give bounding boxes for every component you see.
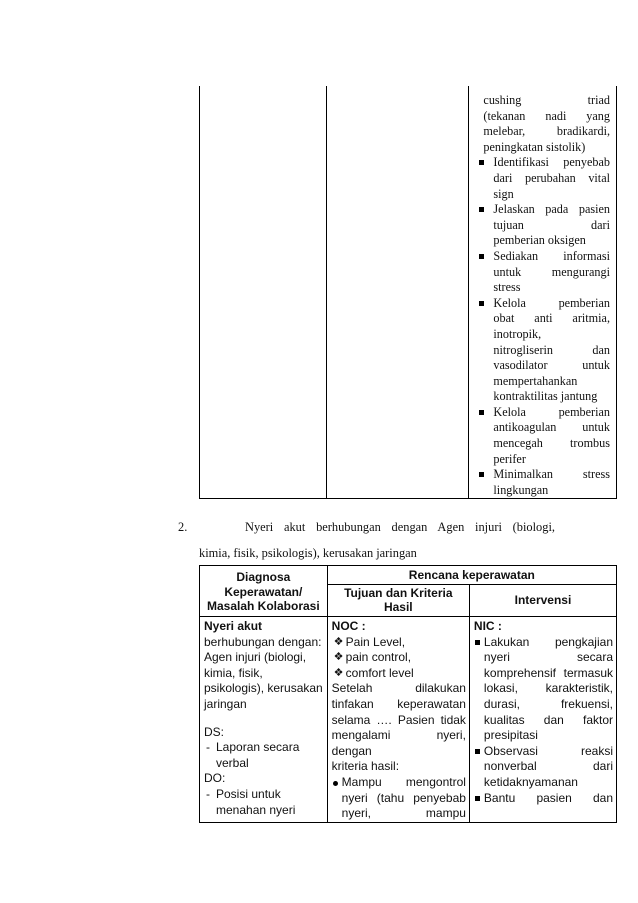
text-line: sign [493,186,514,201]
text-line: (tekanan nadi yang [483,108,610,123]
text-line: lingkungan [493,482,549,497]
list-item [204,740,324,771]
text-line: Setelah dilakukan [331,681,466,696]
square-bullet-icon [475,796,480,801]
care-plan-table [199,565,617,823]
text-line: dari perubahan vital [493,170,610,185]
text-line: nitrogliserin dan [493,342,610,357]
noc-cell [327,617,469,823]
list-item [332,666,466,682]
noc-title: NOC : [331,619,366,633]
list-item [474,744,613,791]
text-line: perifer [493,451,526,466]
square-bullet-icon [479,410,484,415]
square-bullet-icon [475,749,480,754]
text-line: berhubungan dengan: [204,634,322,649]
text-line: Observasi reaksi [483,743,613,758]
list-item [469,249,616,296]
paragraph-line: Nyeri akut berhubungan dengan Agen injuri (biologi, [245,520,555,534]
text-line: Identifikasi penyebab [493,155,610,170]
text-line: durasi, frekuensi, [483,696,613,711]
continuation-intervention-cell [469,86,617,499]
text-line: nyeri, mampu [341,806,466,821]
text-line: nyeri (tahu penyebab [341,790,466,805]
text-line: Lakukan pengkajian [483,634,613,649]
text-line: vasodilator untuk [493,358,610,373]
text-line: ketidaknyamanan [483,774,578,789]
square-bullet-icon [479,254,484,259]
text-line: kimia, fisik, [204,665,263,680]
text-line: jaringan [204,696,247,711]
text-line: Sediakan informasi [493,248,610,263]
text-line: lokasi, karakteristik, [483,681,613,696]
text-line: presipitasi [483,728,538,743]
header-line: Masalah Kolaborasi [206,599,320,614]
text-line: Minimalkan stress [493,467,610,482]
diamond-bullet-icon: ❖ [333,651,344,664]
text-line: untuk mengurangi [493,264,610,279]
text-line: psikologis), kerusakan [204,681,323,696]
square-bullet-icon [479,472,484,477]
dash-bullet-icon: - [206,740,210,755]
text-line: selama …. Pasien tidak [331,712,466,727]
square-bullet-icon [475,640,480,645]
diagnosis-title: Nyeri akut [204,619,263,633]
nic-title: NIC : [473,619,502,633]
text-line: Mampu mengontrol [341,774,466,789]
text-line: mempertahankan [493,373,578,388]
text-line: verbal [216,755,249,770]
diamond-bullet-icon: ❖ [333,635,344,648]
continuation-outcome-cell [327,86,469,499]
square-bullet-icon [479,160,484,165]
text-line: Laporan secara [216,740,300,755]
list-item [332,775,466,822]
header-tujuan [327,584,469,616]
square-bullet-icon [479,207,484,212]
text-line: Pain Level, [345,634,406,649]
list-item [469,467,616,498]
text-line: Posisi untuk [216,786,281,801]
header-rencana: Rencana keperawatan [327,566,616,585]
header-line: Tujuan dan Kriteria [344,585,453,600]
text-line: kontraktilitas jantung [493,389,598,404]
do-label: DO: [204,771,226,786]
diagnosis-cell [200,617,328,823]
continuation-lead-text [469,86,616,155]
text-line: Kelola pemberian [493,404,610,419]
text-line: mencegah trombus [493,436,610,451]
text-line: pemberian oksigen [493,233,586,248]
text-line: komprehensif termasuk [483,665,613,680]
list-item [204,787,324,818]
list-item [469,155,616,202]
dash-bullet-icon: - [206,786,210,801]
text-line: antikoagulan untuk [493,420,610,435]
text-line: kualitas dan faktor [483,712,613,727]
section-number: 2. [178,520,188,534]
list-item [469,202,616,249]
text-line: tinfakan keperawatan [331,696,466,711]
text-line: pain control, [345,650,412,665]
text-line: peningkatan sistolik) [483,139,586,154]
nic-cell [469,617,616,823]
list-item [474,791,613,807]
text-line: stress [493,280,521,295]
round-bullet-icon [333,781,338,786]
text-line: Agen injuri (biologi, [204,650,307,665]
text-line: Kelola pemberian [493,295,610,310]
text-line: menahan nyeri [216,802,296,817]
diamond-bullet-icon: ❖ [333,666,344,679]
text-line: Jelaskan pada pasien [493,202,610,217]
header-intervensi: Intervensi [469,584,616,616]
text-line: nyeri secara [483,650,613,665]
header-diagnosa [200,566,328,617]
text-line: kriteria hasil: [331,759,400,774]
paragraph-line: kimia, fisik, psikologis), kerusakan jaringan [199,546,417,560]
continuation-table [199,86,617,499]
header-line: Keperawatan/ [224,584,303,599]
list-item [332,650,466,666]
text-line: Bantu pasien dan [483,790,613,805]
text-line: mengalami nyeri, dengan [331,728,466,758]
text-line: obat anti aritmia, [493,311,610,326]
text-line: tujuan dari [493,217,610,232]
list-item [469,405,616,467]
text-line: cushing triad [483,93,610,107]
text-line: nonverbal dari [483,759,613,774]
text-line: inotropik, [493,326,542,341]
list-item [474,635,613,744]
list-item [332,635,466,651]
text-line: melebar, bradikardi, [483,124,610,139]
ds-label: DS: [204,724,225,739]
continuation-diagnosis-cell [200,86,327,499]
square-bullet-icon [479,301,484,306]
header-line: Hasil [383,600,413,615]
header-line: Diagnosa [236,570,291,585]
text-line: comfort level [345,665,414,680]
list-item [469,296,616,405]
